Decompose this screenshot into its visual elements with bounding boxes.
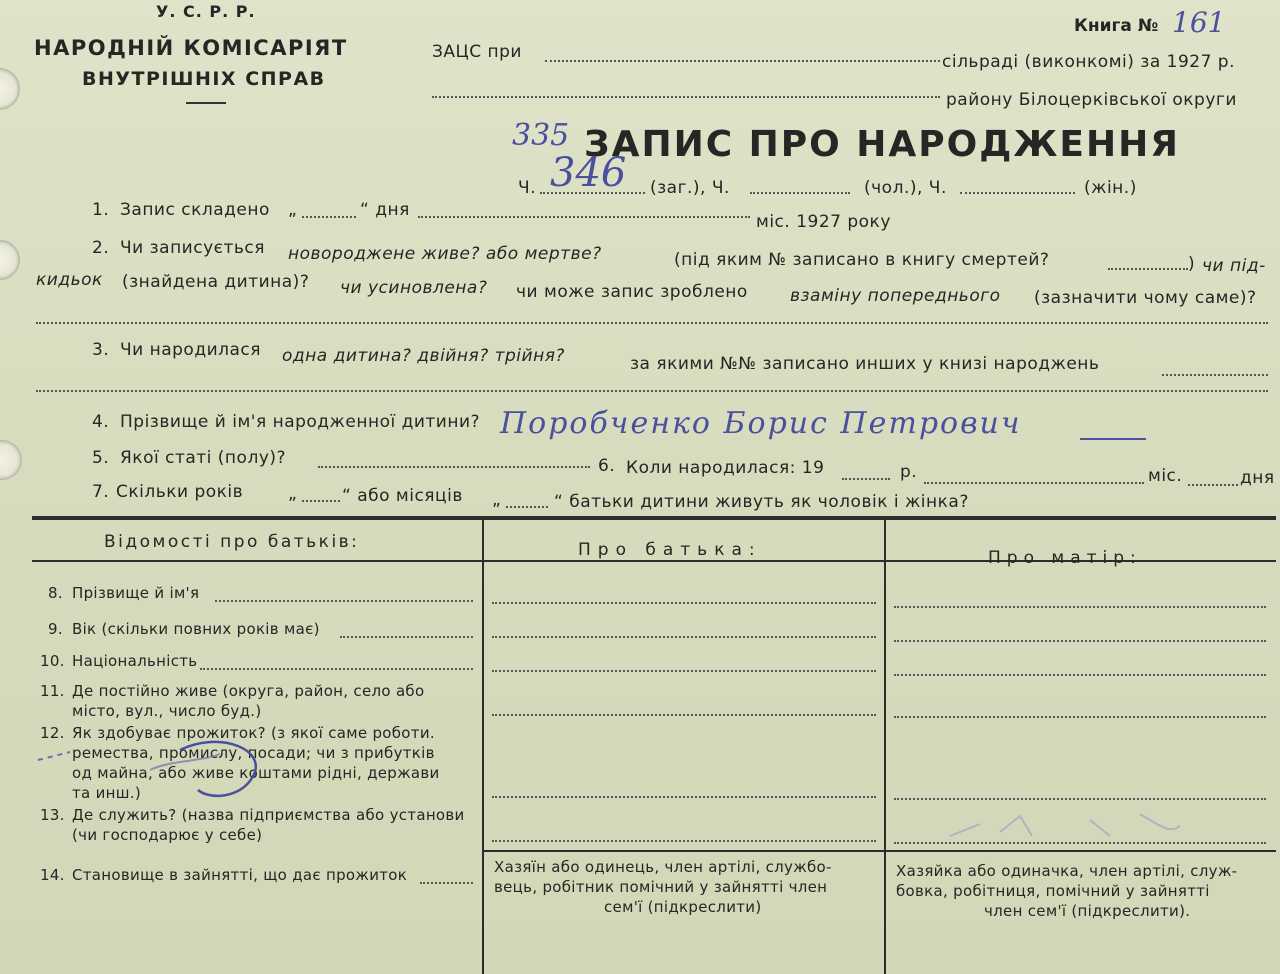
- q6-text-b: р.: [900, 462, 918, 482]
- q1-year-label: міс. 1927 року: [756, 212, 891, 232]
- row12-father-line: [492, 796, 876, 798]
- q6-text-a: Коли народилася: 19: [626, 458, 825, 478]
- q2-maybe: чи може запис зроблено: [516, 282, 748, 302]
- col-header-mother: Про матір:: [988, 548, 1142, 568]
- record-general-line: [540, 192, 645, 194]
- q5-fill-line: [318, 466, 590, 468]
- father-status-l3: сем'ї (підкреслити): [604, 898, 762, 916]
- table-divider-2: [884, 520, 886, 974]
- q2-reason: (зазначити чому саме)?: [1034, 288, 1257, 308]
- q2-text-c: (під яким № записано в книгу смертей?: [674, 250, 1050, 270]
- district-label: району Білоцерківської округи: [946, 90, 1237, 110]
- col-header-parents: Відомості про батьків:: [104, 532, 360, 552]
- punch-hole-bottom: [0, 440, 22, 480]
- record-male-label: (чол.), Ч.: [864, 178, 947, 198]
- row11-father-line: [492, 714, 876, 716]
- q4-number: 4.: [92, 412, 110, 432]
- row10-leader: [200, 668, 473, 670]
- q1-month-line: [418, 216, 750, 218]
- row9-mother-line: [894, 640, 1266, 642]
- q6-year-line: [842, 478, 890, 480]
- commissariat-title-line1: НАРОДНІЙ КОМІСАРІЯТ: [34, 36, 348, 60]
- record-ch-label: Ч.: [518, 178, 537, 198]
- row13-number: 13.: [40, 806, 65, 824]
- row8-father-line: [492, 602, 876, 604]
- table-divider-1: [482, 520, 484, 974]
- record-number-handwritten: 346: [550, 150, 627, 196]
- q3-text-c: за якими №№ записано инших у книзі народжень: [630, 354, 1100, 374]
- father-status-l2: вець, робітник помічний у зайнятті член: [494, 878, 828, 896]
- q2-text-b: новороджене живе? або мертве?: [288, 244, 602, 264]
- q2-death-line: [1108, 268, 1188, 270]
- row12-label-l2: ремества, промислу, посади; чи з прибутків: [72, 744, 435, 762]
- row14-leader: [420, 882, 473, 884]
- record-female-line: [960, 192, 1075, 194]
- punch-hole-top: [0, 68, 20, 110]
- q6-number: 6.: [598, 456, 616, 476]
- zags-fill-line-2: [432, 96, 940, 98]
- q3-number: 3.: [92, 340, 110, 360]
- table-row14-border-a: [484, 850, 884, 852]
- zags-fill-line: [545, 60, 940, 62]
- q2-kidok: кидьок: [36, 270, 103, 290]
- row11-label-l1: Де постійно живе (округа, район, село або: [72, 682, 425, 700]
- record-number-handwritten-top: 335: [512, 118, 570, 153]
- mother-status-l2: бовка, робітниця, помічний у зайнятті: [896, 882, 1210, 900]
- record-female-label: (жін.): [1084, 178, 1137, 198]
- q5-number: 5.: [92, 448, 110, 468]
- row10-father-line: [492, 670, 876, 672]
- row8-leader: [215, 600, 473, 602]
- row10-number: 10.: [40, 652, 65, 670]
- row12-label-l4: та инш.): [72, 784, 141, 802]
- q4-handwritten-underline: [1080, 438, 1146, 440]
- q7-text-a: Скільки років: [116, 482, 244, 502]
- q2-adopted: чи усиновлена?: [340, 278, 488, 298]
- q7-months-line: [506, 506, 548, 508]
- q1-text: Запис складено: [120, 200, 270, 220]
- book-number-handwritten: 161: [1172, 6, 1226, 39]
- q2-text-d: ): [1188, 254, 1196, 274]
- q1-day-line: [302, 216, 356, 218]
- punch-hole-middle: [0, 240, 20, 280]
- father-status-l1: Хазяїн або одинець, член артілі, службо-: [494, 858, 832, 876]
- header-ornament: [186, 102, 226, 104]
- ussr-label: У. С. Р. Р.: [156, 2, 256, 21]
- q4-child-name-handwritten: Поробченко Борис Петрович: [500, 406, 1022, 441]
- mother-status-l1: Хазяйка або одиначка, член артілі, служ-: [896, 862, 1238, 880]
- record-male-line: [750, 192, 850, 194]
- row12-label-l1: Як здобуває прожиток? (з якої саме роботи.: [72, 724, 435, 742]
- commissariat-title-line2: ВНУТРІШНІХ СПРАВ: [82, 68, 326, 90]
- q6-text-c: міс.: [1148, 466, 1183, 486]
- record-title: ЗАПИС ПРО НАРОДЖЕННЯ: [584, 124, 1180, 165]
- q6-month-line: [924, 482, 1144, 484]
- q7-text-e: “ батьки дитини живуть як чоловік і жінка?: [554, 492, 969, 512]
- q2-fill-line: [36, 322, 1268, 324]
- q3-fill-line-b: [36, 390, 1268, 392]
- row10-mother-line: [894, 674, 1266, 676]
- q7-text-c: “ або місяців: [342, 486, 463, 506]
- q5-text: Якої статі (полу)?: [120, 448, 287, 468]
- q2-number: 2.: [92, 238, 110, 258]
- row9-label: Вік (скільки повних років має): [72, 620, 320, 638]
- q3-text-b: одна дитина? двійня? трійня?: [282, 346, 565, 366]
- record-general-label: (заг.), Ч.: [650, 178, 730, 198]
- table-top-border: [32, 516, 1276, 520]
- row12-mother-line: [894, 798, 1266, 800]
- zags-label: ЗАЦС при: [432, 42, 522, 62]
- q7-quote-open: „: [288, 484, 298, 504]
- mother-status-l3: член сем'ї (підкреслити).: [984, 902, 1191, 920]
- row8-number: 8.: [48, 584, 63, 602]
- row14-number: 14.: [40, 866, 65, 884]
- row11-number: 11.: [40, 682, 65, 700]
- row14-label: Становище в зайнятті, що дає прожиток: [72, 866, 408, 884]
- q7-number: 7.: [92, 482, 110, 502]
- row11-label-l2: місто, вул., число буд.): [72, 702, 262, 720]
- village-council-label: сільраді (виконкомі) за 1927 р.: [942, 52, 1236, 72]
- q3-fill-line-a: [1162, 374, 1268, 376]
- row8-mother-line: [894, 606, 1266, 608]
- q2-found: (знайдена дитина)?: [122, 272, 310, 292]
- q2-text-e: чи під-: [1202, 256, 1266, 276]
- book-label: Книга №: [1074, 16, 1159, 36]
- row13-father-line: [492, 840, 876, 842]
- q6-day-line: [1188, 484, 1238, 486]
- row9-number: 9.: [48, 620, 63, 638]
- q6-text-d: дня: [1240, 468, 1275, 488]
- handwritten-annotation-mark: [30, 730, 280, 800]
- q1-day-label: “ дня: [360, 200, 410, 220]
- row10-label: Національність: [72, 652, 198, 670]
- q4-text: Прізвище й ім'я народженної дитини?: [120, 412, 481, 432]
- row9-leader: [340, 636, 473, 638]
- q2-text-a: Чи записується: [120, 238, 265, 258]
- table-row14-border-b: [886, 850, 1276, 852]
- q7-quote-open-2: „: [492, 490, 502, 510]
- row13-label-l1: Де служить? (назва підприємства або установи: [72, 806, 465, 824]
- q7-years-line: [302, 500, 340, 502]
- row8-label: Прізвище й ім'я: [72, 584, 200, 602]
- faded-stamp-mark: [940, 806, 1190, 846]
- row11-mother-line: [894, 716, 1266, 718]
- row9-father-line: [492, 636, 876, 638]
- q1-quote-open: „: [288, 200, 298, 220]
- q2-instead: взаміну попереднього: [790, 286, 1001, 306]
- row12-label-l3: од майна, або живе коштами рідні, держави: [72, 764, 440, 782]
- row12-number: 12.: [40, 724, 65, 742]
- q1-number: 1.: [92, 200, 110, 220]
- row13-label-l2: (чи господарює у себе): [72, 826, 263, 844]
- col-header-father: Про батька:: [578, 540, 762, 560]
- q3-text-a: Чи народилася: [120, 340, 261, 360]
